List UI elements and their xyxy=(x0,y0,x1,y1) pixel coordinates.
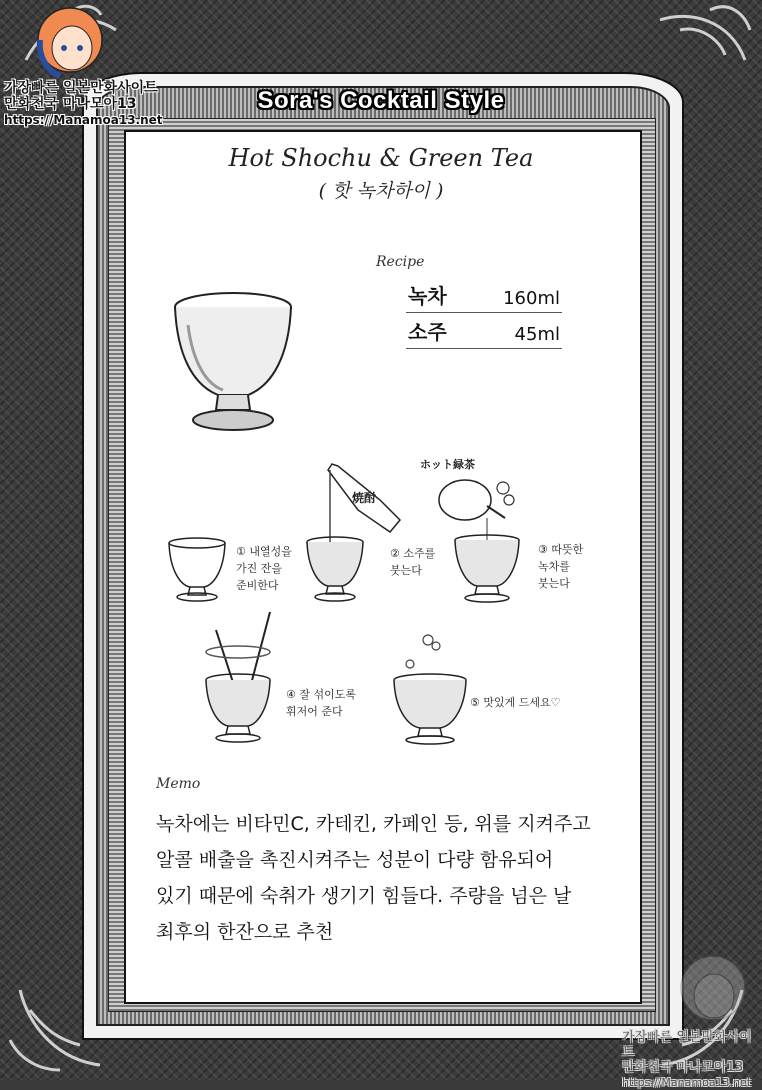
recipe-item xyxy=(406,282,562,313)
drink-subtitle: ( 핫 녹차하이 ) xyxy=(318,180,444,202)
step-text-line: ⑤ 맛있게 드세요♡ xyxy=(470,696,561,709)
main-glass-illustration xyxy=(168,285,298,435)
step-3-text xyxy=(538,541,583,592)
recipe-item-name: 소주 xyxy=(408,320,447,344)
step-5-text xyxy=(470,694,560,711)
memo-line: 최후의 한잔으로 추천 xyxy=(156,921,334,943)
recipe-item-amount: 160ml xyxy=(503,288,560,309)
memo-label: Memo xyxy=(156,776,201,792)
watermark-line: https://Manamoa13.net xyxy=(4,113,163,127)
step-text-line: ④ 잘 섞이도록 xyxy=(286,688,356,701)
step-text-line: 휘저어 준다 xyxy=(286,705,343,718)
memo-line: 알콜 배출을 촉진시켜주는 성분이 다량 함유되어 xyxy=(156,849,554,871)
memo-text xyxy=(156,806,616,950)
mascot-avatar-icon xyxy=(30,0,110,82)
step-text-line: 녹차를 xyxy=(538,560,570,573)
recipe-item xyxy=(406,318,562,349)
step4-stir-icon xyxy=(200,608,290,748)
step-4-text xyxy=(286,686,356,720)
watermark-line: https://Manamoa13.net xyxy=(622,1076,752,1089)
watermark-line: 가장빠른 일본만화사이트 xyxy=(622,1030,752,1060)
recipe-item-amount: 45ml xyxy=(514,324,560,345)
step-text-line: ③ 따뜻한 xyxy=(538,543,584,556)
step-text-line: ① 내열성을 xyxy=(236,545,292,558)
step-text-line: 붓는다 xyxy=(538,577,570,590)
step-1-text xyxy=(236,543,292,594)
watermark-top xyxy=(4,80,163,128)
step-text-line: 붓는다 xyxy=(390,564,422,577)
watermark-line: 만화천국 마나모아13 xyxy=(622,1060,744,1075)
mascot-faded-icon xyxy=(668,948,758,1028)
memo-line: 녹차에는 비타민C, 카테킨, 카페인 등, 위를 지켜주고 xyxy=(156,813,591,835)
watermark-bottom xyxy=(622,1030,762,1090)
watermark-line: 가장빠른 일본만화사이트 xyxy=(4,80,158,96)
step-text-line: 준비한다 xyxy=(236,579,279,592)
shochu-bottle-label: 焼酎 xyxy=(352,491,377,505)
drink-title: Hot Shochu & Green Tea xyxy=(228,144,534,172)
step1-glass-icon xyxy=(162,535,232,605)
banner-title: Sora's Cocktail Style xyxy=(257,87,505,114)
step3-teapot-pour-icon xyxy=(425,468,535,608)
recipe-item-name: 녹차 xyxy=(408,284,447,308)
recipe-label: Recipe xyxy=(376,254,425,270)
step-text-line: 가진 잔을 xyxy=(236,562,283,575)
hot-green-tea-label: ホット緑茶 xyxy=(420,458,475,471)
watermark-line: 만화천국 마나모아13 xyxy=(4,96,137,112)
step2-shochu-pour-icon xyxy=(300,460,410,605)
step-text-line: ② 소주를 xyxy=(390,547,436,560)
step5-finished-glass-icon xyxy=(388,630,478,750)
memo-line: 있기 때문에 숙취가 생기기 힘들다. 주량을 넘은 날 xyxy=(156,885,572,907)
ornament-top-right xyxy=(650,0,760,90)
